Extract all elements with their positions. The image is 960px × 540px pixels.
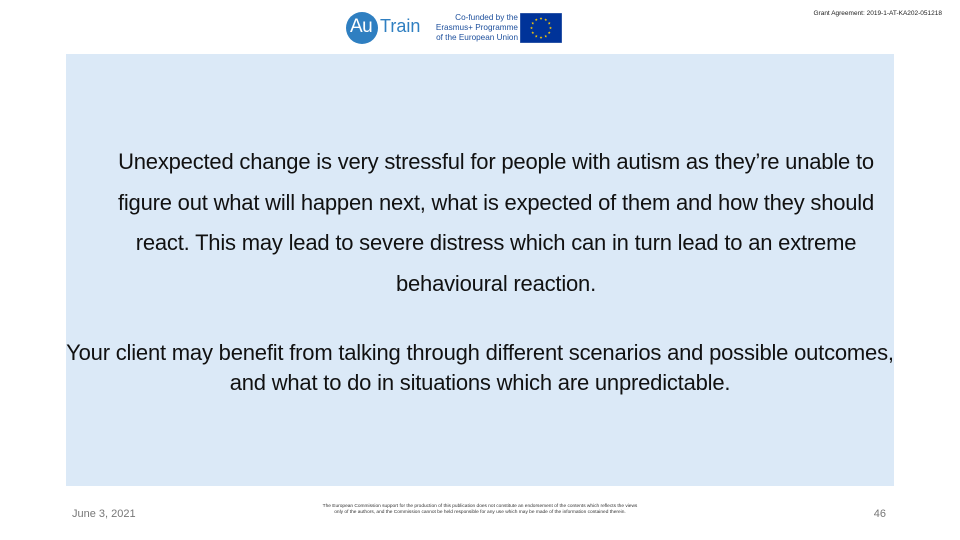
slide-paragraph-unexpected-change: Unexpected change is very stressful for people with autism as they’re unable to figure out what will happen next, what is expected of them and how they should react. This may lead to severe distress which can in turn lead to an extreme behavioural reaction. <box>117 149 875 296</box>
eu-flag-icon <box>520 13 562 43</box>
footer-date: June 3, 2021 <box>72 508 136 520</box>
cofunded-line-3: of the European Union <box>436 33 518 42</box>
autrain-logo-au: Au <box>350 16 373 37</box>
grant-agreement-label: Grant Agreement: 2019-1-AT-KA202-051218 <box>813 10 942 17</box>
cofunded-line-2: Erasmus+ Programme <box>435 23 518 32</box>
footer-page-number: 46 <box>873 508 886 520</box>
autrain-logo <box>346 10 421 46</box>
slide-content-box <box>66 54 894 486</box>
footer-disclaimer: The European Commission support for the production of this publication does not constitute an endorsement of the contents which reflects the views only of the authors, and the Commission cannot be held responsible for any use which may be made of the information contained therein. <box>322 504 638 515</box>
header-logo-group <box>346 10 566 46</box>
cofunded-line-1: Co-funded by the <box>455 13 518 22</box>
autrain-logo-rain: Train <box>380 16 421 36</box>
erasmus-cofunded-text <box>420 13 518 43</box>
slide-paragraph-client-benefit: Your client may benefit from talking through different scenarios and possible outcomes, and what to do in situations which are unpredictable. <box>66 340 894 395</box>
